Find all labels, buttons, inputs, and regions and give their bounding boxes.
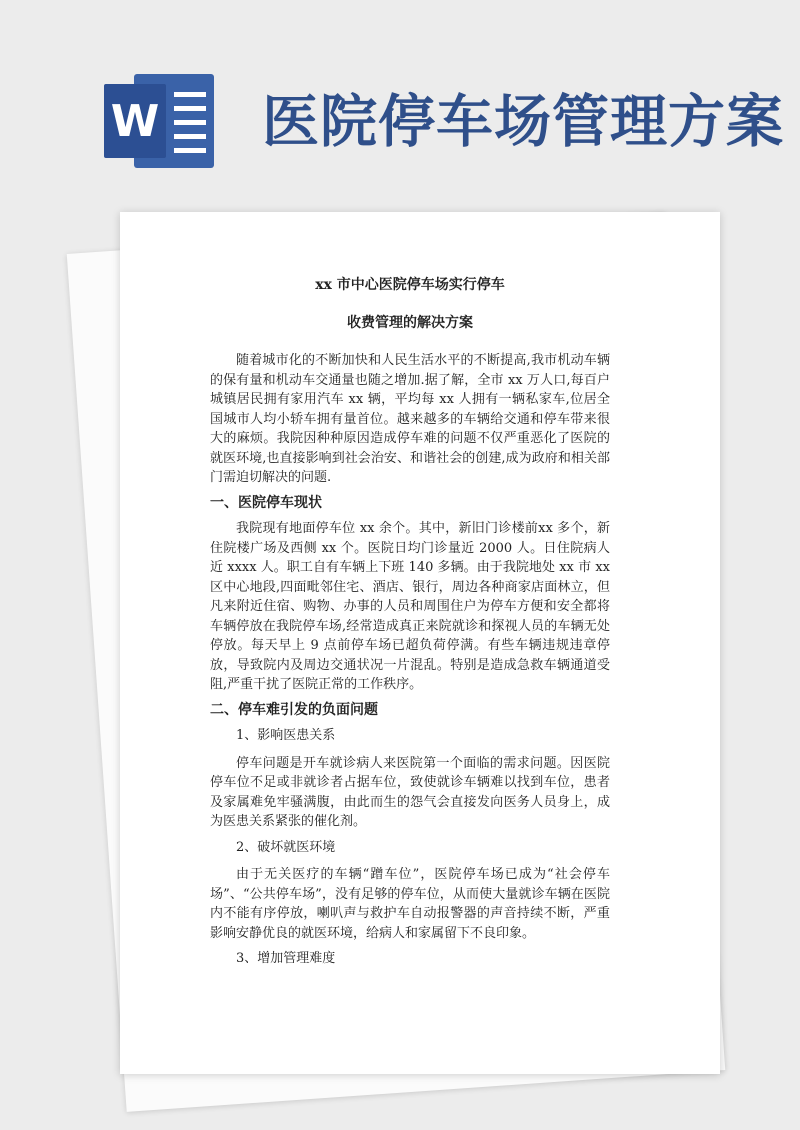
- subsection3-heading: 3、增加管理难度: [236, 951, 336, 966]
- word-icon-letter: W: [104, 84, 166, 158]
- word-document-icon: [104, 74, 216, 168]
- subsection1-heading: 1、影响医患关系: [236, 728, 336, 743]
- document-body: [210, 275, 610, 977]
- subsection2-heading: 2、破坏就医环境: [236, 839, 336, 855]
- intro-paragraph: 随着城市化的不断加快和人民生活水平的不断提高,我市机动车辆的保有量和机动车交通量也随之增加.据了解，全市 xx 万人口,每百户城镇居民拥有家用汽车 xx 辆，平均每 xx 人拥有一辆私家车,位居全国城市人均小轿车拥有量首位。越来越多的车辆给交通和停车带来很大的麻烦。我院因种种原因造成停车难的问题不仅严重恶化了医院的就医环境,也直接影响到社会治安、和谐社会的创建,成为政府和相关部门需迫切解决的问题.: [210, 353, 610, 485]
- banner: [0, 0, 800, 200]
- document-title-line2: 收费管理的解决方案: [347, 315, 473, 331]
- subsection1-paragraph: 停车问题是开车就诊病人来医院第一个面临的需求问题。因医院停车位不足或非就诊者占据车位，致使就诊车辆难以找到车位，患者及家属难免牢骚满腹，由此而生的怨气会直接发向医务人员身上，成为医患关系紧张的催化剂。: [210, 755, 610, 829]
- section1-paragraph: 我院现有地面停车位 xx 余个。其中，新旧门诊楼前xx 多个，新住院楼广场及西侧 xx 个。医院日均门诊量近 2000 人。日住院病人近 xxxx 人。职工自有车辆上下班 140 多辆。由于我院地处 xx 市 xx 区中心地段,四面毗邻住宅、酒店、银行，周边各种商家店面林立，但凡来附近住宿、购物、办事的人员和周围住户为停车方便和安全都将车辆停放在我院停车场,经常造成真正来院就诊和探视人员的车辆无处停放。每天早上 9 点前停车场已超负荷停满。有些车辆违规违章停放，导致院内及周边交通状况一片混乱。特别是造成急救车辆通道受阻,严重干扰了医院正常的工作秩序。: [210, 521, 610, 692]
- section2-heading: 二、停车难引发的负面问题: [210, 701, 378, 718]
- banner-title: 医院停车场管理方案: [262, 88, 784, 155]
- subsection2-paragraph: 由于无关医疗的车辆“蹭车位”，医院停车场已成为“社会停车场”、“公共停车场”，没有足够的停车位，从而使大量就诊车辆在医院内不能有序停放，喇叭声与救护车自动报警器的声音持续不断，严重影响安静优良的就医环境，给病人和家属留下不良印象。: [210, 867, 610, 941]
- section1-heading: 一、医院停车现状: [210, 494, 322, 511]
- document-title-line1: xx 市中心医院停车场实行停车: [315, 277, 505, 293]
